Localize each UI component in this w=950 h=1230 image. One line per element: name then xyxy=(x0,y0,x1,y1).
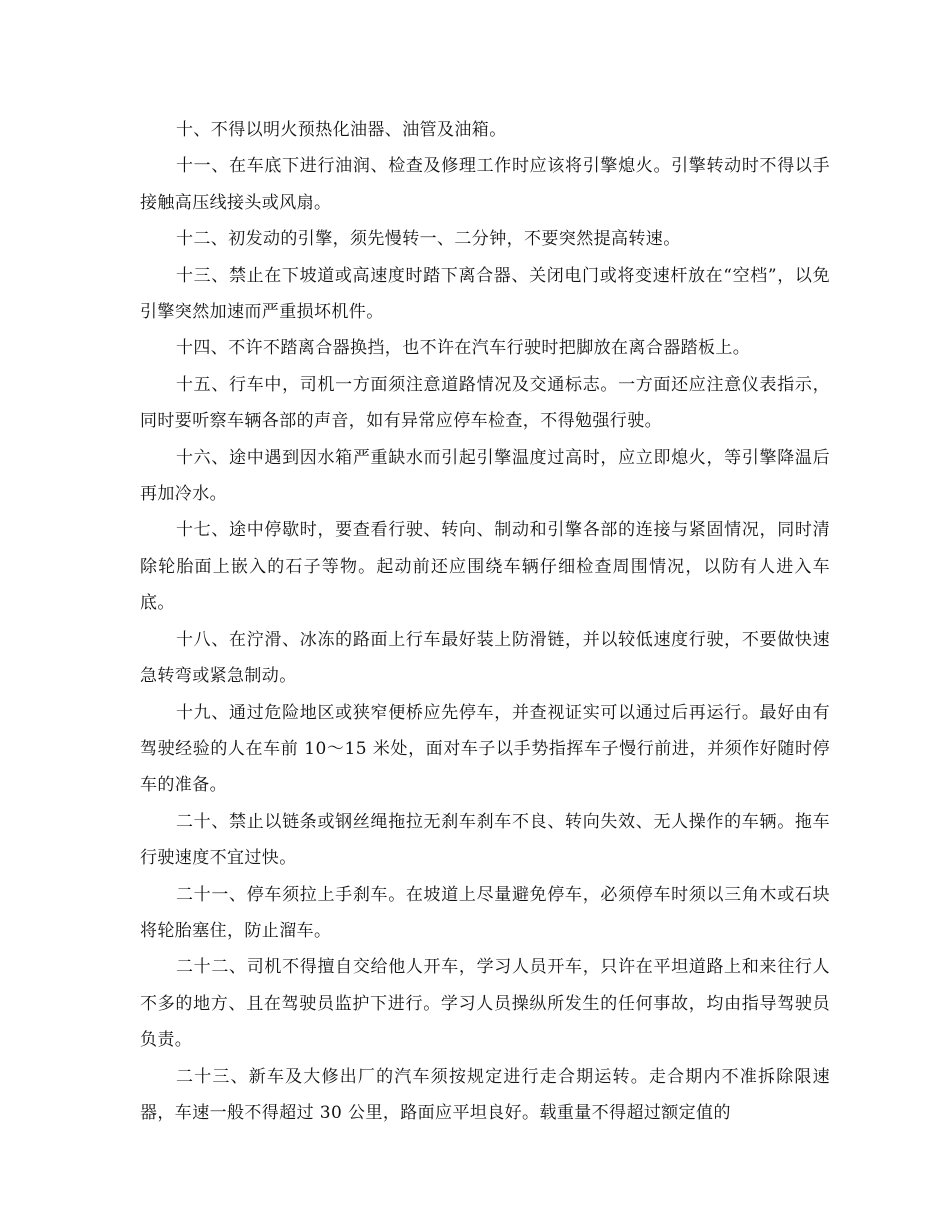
paragraph-19: 十九、通过危险地区或狭窄便桥应先停车，并查视证实可以通过后再运行。最好由有驾驶经验的人在车前 10～15 米处，面对车子以手势指挥车子慢行前进，并须作好随时停车的准备。 xyxy=(140,702,830,796)
paragraph-20: 二十、禁止以链条或钢丝绳拖拉无刹车刹车不良、转向失效、无人操作的车辆。拖车行驶速度不宜过快。 xyxy=(140,811,830,869)
paragraph-18: 十八、在泞滑、冰冻的路面上行车最好装上防滑链，并以较低速度行驶，不要做快速急转弯或紧急制动。 xyxy=(140,629,830,687)
paragraph-14: 十四、不许不踏离合器换挡，也不许在汽车行驶时把脚放在离合器踏板上。 xyxy=(176,338,751,359)
paragraph-22: 二十二、司机不得擅自交给他人开车，学习人员开车，只许在平坦道路上和来往行人不多的地方、且在驾驶员监护下进行。学习人员操纵所发生的任何事故，均由指导驾驶员负责。 xyxy=(140,957,830,1051)
paragraph-17: 十七、途中停歇时，要查看行驶、转向、制动和引擎各部的连接与紧固情况，同时清除轮胎面上嵌入的石子等物。起动前还应围绕车辆仔细检查周围情况，以防有人进入车底。 xyxy=(140,520,830,614)
document-body xyxy=(140,112,830,1131)
paragraph-12: 十二、初发动的引擎，须先慢转一、二分钟，不要突然提高转速。 xyxy=(176,229,681,250)
paragraph-15: 十五、行车中，司机一方面须注意道路情况及交通标志。一方面还应注意仪表指示，同时要听察车辆各部的声音，如有异常应停车检查，不得勉强行驶。 xyxy=(140,374,830,432)
paragraph-21: 二十一、停车须拉上手刹车。在坡道上尽量避免停车，必须停车时须以三角木或石块将轮胎塞住，防止溜车。 xyxy=(140,884,830,941)
paragraph-13: 十三、禁止在下坡道或高速度时踏下离合器、关闭电门或将变速杆放在“空档”，以免引擎突然加速而严重损坏机件。 xyxy=(140,265,830,323)
paragraph-16: 十六、途中遇到因水箱严重缺水而引起引擎温度过高时，应立即熄火，等引擎降温后再加冷水。 xyxy=(140,447,830,505)
paragraph-11: 十一、在车底下进行油润、检查及修理工作时应该将引擎熄火。引擎转动时不得以手接触高压线接头或风扇。 xyxy=(140,156,830,213)
paragraph-23: 二十三、新车及大修出厂的汽车须按规定进行走合期运转。走合期内不准拆除限速器，车速一般不得超过 30 公里，路面应平坦良好。载重量不得超过额定值的 xyxy=(140,1066,830,1123)
paragraph-10: 十、不得以明火预热化油器、油管及油箱。 xyxy=(176,120,507,140)
